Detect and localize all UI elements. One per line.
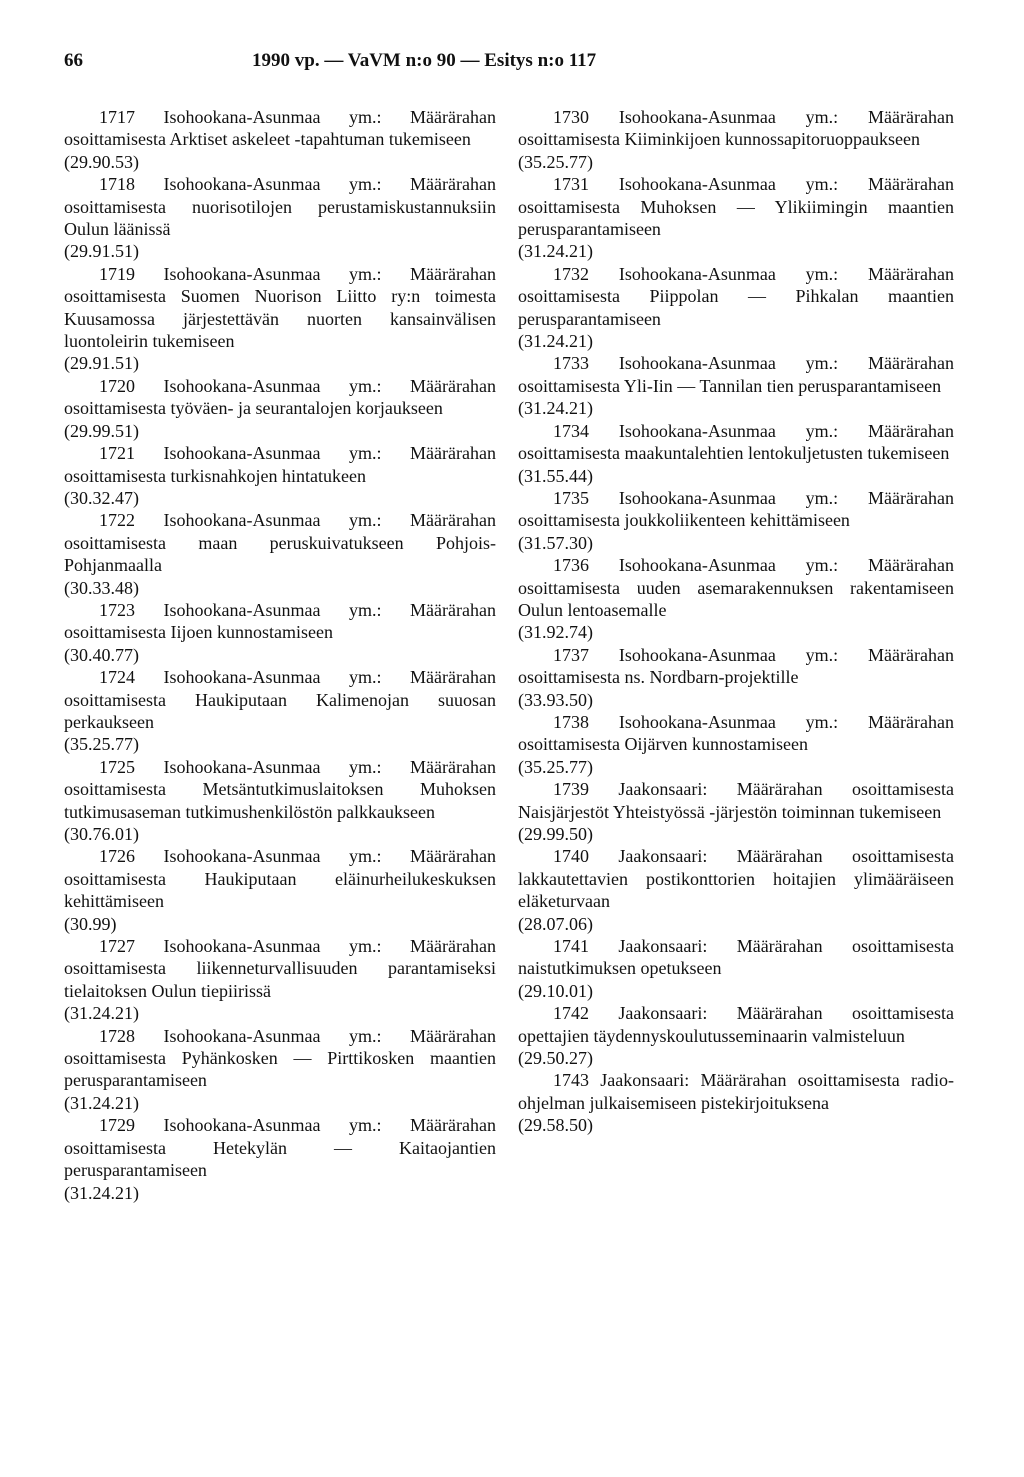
motion-entry — [518, 711, 954, 778]
motion-text: 1725 Isohookana-Asunmaa ym.: Määrärahan osoittamisesta Metsäntutkimuslaitoksen Muhoksen tutkimusaseman tutkimushenkilöstön palkkaukseen — [64, 756, 496, 822]
motion-entry — [64, 442, 496, 509]
budget-item-code: (31.24.21) — [518, 241, 593, 262]
motion-text: 1731 Isohookana-Asunmaa ym.: Määrärahan osoittamisesta Muhoksen — Ylikiimingin maantien perusparantamiseen — [518, 174, 954, 240]
budget-item-code: (29.91.51) — [64, 353, 139, 374]
motion-entry — [64, 509, 496, 599]
budget-item-code: (30.33.48) — [64, 577, 139, 598]
budget-item-code: (29.90.53) — [64, 151, 139, 172]
motion-entry — [518, 1002, 954, 1069]
motion-text: 1741 Jaakonsaari: Määrärahan osoittamisesta naistutkimuksen opetukseen — [518, 936, 954, 979]
left-column — [64, 106, 496, 1204]
budget-item-code: (29.99.51) — [64, 420, 139, 441]
budget-item-code: (31.24.21) — [64, 1092, 139, 1113]
motion-text: 1727 Isohookana-Asunmaa ym.: Määrärahan osoittamisesta liikenneturvallisuuden parantamiseksi tielaitoksen Oulun tiepiirissä — [64, 936, 496, 1001]
document-title: 1990 vp. — VaVM n:o 90 — Esitys n:o 117 — [252, 50, 597, 71]
motion-entry — [518, 845, 954, 935]
motion-entry — [518, 935, 954, 1002]
motion-entry — [518, 778, 954, 845]
budget-item-code: (29.58.50) — [518, 1115, 593, 1136]
motion-text: 1737 Isohookana-Asunmaa ym.: Määrärahan osoittamisesta ns. Nordbarn-projektille — [518, 644, 954, 688]
motion-text: 1739 Jaakonsaari: Määrärahan osoittamisesta Naisjärjestöt Yhteistyössä -järjestön toiminnan tukemiseen — [518, 779, 954, 822]
budget-item-code: (31.57.30) — [518, 532, 593, 553]
budget-item-code: (29.91.51) — [64, 241, 139, 262]
motion-text: 1723 Isohookana-Asunmaa ym.: Määrärahan osoittamisesta Iijoen kunnostamiseen — [64, 599, 496, 643]
motion-text: 1721 Isohookana-Asunmaa ym.: Määrärahan osoittamisesta turkisnahkojen hintatukeen — [64, 443, 496, 486]
budget-item-code: (31.55.44) — [518, 465, 593, 486]
motion-entry — [64, 756, 496, 846]
budget-item-code: (28.07.06) — [518, 913, 593, 934]
motion-text: 1724 Isohookana-Asunmaa ym.: Määrärahan osoittamisesta Haukiputaan Kalimenojan suuosan perkaukseen — [64, 667, 496, 732]
budget-item-code: (35.25.77) — [518, 151, 593, 172]
motion-entry — [64, 173, 496, 263]
motion-entry — [518, 352, 954, 419]
motion-text: 1718 Isohookana-Asunmaa ym.: Määrärahan osoittamisesta nuorisotilojen perustamiskustannuksiin Oulun läänissä — [64, 174, 496, 240]
budget-item-code: (31.24.21) — [518, 331, 593, 352]
motion-entry — [518, 1069, 954, 1136]
motion-entry — [64, 1025, 496, 1115]
motion-entry — [518, 554, 954, 644]
budget-item-code: (31.24.21) — [64, 1003, 139, 1024]
budget-item-code: (31.24.21) — [518, 398, 593, 419]
motion-entry — [518, 173, 954, 263]
motion-text: 1719 Isohookana-Asunmaa ym.: Määrärahan osoittamisesta Suomen Nuorison Liitto ry:n toimesta Kuusamossa järjestettävän nuorten kansainvälisen luontoleirin tukemiseen — [64, 263, 496, 352]
motion-entry — [64, 375, 496, 442]
budget-item-code: (30.32.47) — [64, 487, 139, 508]
motion-text: 1738 Isohookana-Asunmaa ym.: Määrärahan osoittamisesta Oijärven kunnostamiseen — [518, 711, 954, 755]
motion-entry — [518, 263, 954, 353]
motion-entry — [518, 487, 954, 554]
motion-entry — [518, 420, 954, 487]
motion-entry — [518, 106, 954, 173]
budget-item-code: (29.50.27) — [518, 1048, 593, 1069]
motion-text: 1740 Jaakonsaari: Määrärahan osoittamisesta lakkautettavien postikonttorien hoitajien ylimääräiseen eläketurvaan — [518, 846, 954, 912]
motion-entry — [64, 935, 496, 1025]
motion-entry — [518, 644, 954, 711]
motion-text: 1730 Isohookana-Asunmaa ym.: Määrärahan osoittamisesta Kiiminkijoen kunnossapitoruoppaukseen — [518, 107, 954, 150]
budget-item-code: (30.76.01) — [64, 824, 139, 844]
motion-entry — [64, 599, 496, 666]
budget-item-code: (30.40.77) — [64, 644, 139, 665]
motion-text: 1736 Isohookana-Asunmaa ym.: Määrärahan osoittamisesta uuden asemarakennuksen rakentamiseen Oulun lentoasemalle — [518, 555, 954, 620]
page-header — [64, 50, 964, 80]
motion-entry — [64, 263, 496, 375]
page-number: 66 — [64, 50, 83, 71]
motion-text: 1722 Isohookana-Asunmaa ym.: Määrärahan osoittamisesta maan peruskuivatukseen Pohjois-Pohjanmaalla — [64, 510, 496, 576]
motion-text: 1733 Isohookana-Asunmaa ym.: Määrärahan osoittamisesta Yli-Iin — Tannilan tien perusparantamiseen — [518, 353, 954, 396]
motion-text: 1734 Isohookana-Asunmaa ym.: Määrärahan osoittamisesta maakuntalehtien lentokuljetusten tukemiseen — [518, 420, 954, 464]
motion-text: 1742 Jaakonsaari: Määrärahan osoittamisesta opettajien täydennyskoulutusseminaarin valmisteluun — [518, 1003, 954, 1046]
motion-text: 1728 Isohookana-Asunmaa ym.: Määrärahan osoittamisesta Pyhänkosken — Pirttikosken maantien perusparantamiseen — [64, 1025, 496, 1091]
budget-item-code: (35.25.77) — [64, 734, 139, 755]
motion-text: 1735 Isohookana-Asunmaa ym.: Määrärahan osoittamisesta joukkoliikenteen kehittämiseen — [518, 487, 954, 531]
budget-item-code: (29.10.01) — [518, 980, 593, 1001]
motion-entry — [64, 845, 496, 935]
motion-text: 1720 Isohookana-Asunmaa ym.: Määrärahan osoittamisesta työväen- ja seurantalojen korjaukseen — [64, 375, 496, 419]
motion-text: 1717 Isohookana-Asunmaa ym.: Määrärahan osoittamisesta Arktiset askeleet -tapahtuman tukemiseen — [64, 107, 496, 150]
motion-entry — [64, 106, 496, 173]
budget-item-code: (35.25.77) — [518, 756, 593, 777]
budget-item-code: (30.99) — [64, 913, 117, 934]
motion-entry — [64, 666, 496, 756]
motion-text: 1743 Jaakonsaari: Määrärahan osoittamisesta radio-ohjelman julkaisemiseen pistekirjoituksena — [518, 1070, 954, 1113]
budget-item-code: (31.92.74) — [518, 622, 593, 643]
budget-item-code: (29.99.50) — [518, 824, 593, 844]
right-column — [518, 106, 954, 1137]
budget-item-code: (31.24.21) — [64, 1182, 139, 1203]
motion-text: 1729 Isohookana-Asunmaa ym.: Määrärahan osoittamisesta Hetekylän — Kaitaojantien perusparantamiseen — [64, 1115, 496, 1181]
motion-entry — [64, 1114, 496, 1204]
motion-text: 1726 Isohookana-Asunmaa ym.: Määrärahan osoittamisesta Haukiputaan eläinurheilukeskuksen kehittämiseen — [64, 846, 496, 912]
motion-text: 1732 Isohookana-Asunmaa ym.: Määrärahan osoittamisesta Piippolan — Pihkalan maantien perusparantamiseen — [518, 263, 954, 329]
budget-item-code: (33.93.50) — [518, 689, 593, 710]
